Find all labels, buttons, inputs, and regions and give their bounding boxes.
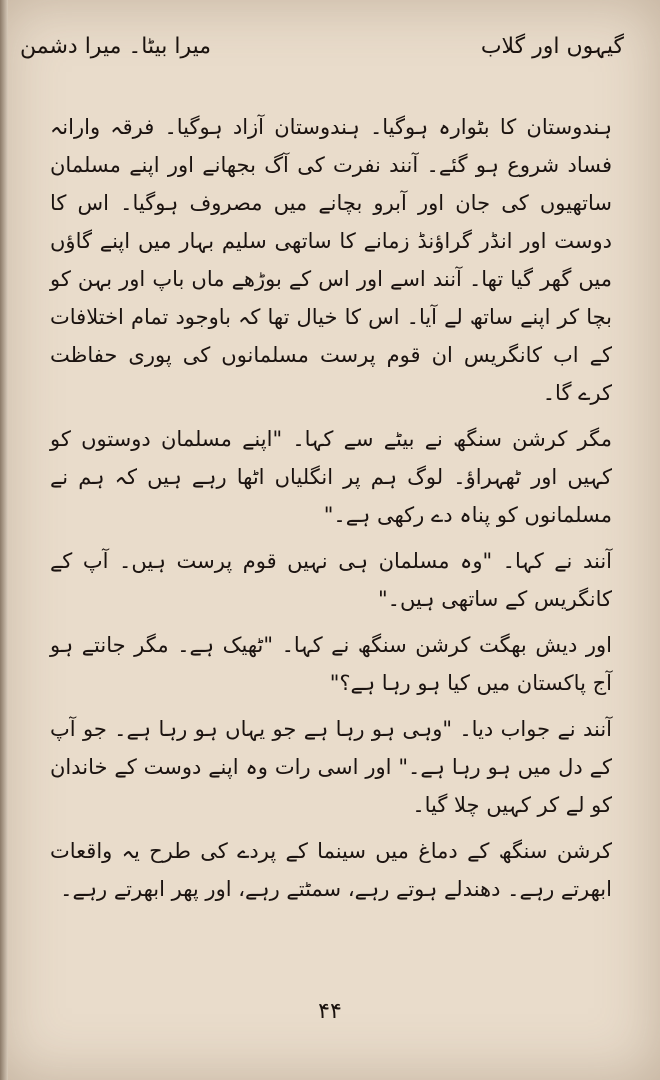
paragraph: مگر کرشن سنگھ نے بیٹے سے کہا۔ "اپنے مسلمان دوستوں کو کہیں اور ٹھہراؤ۔ لوگ ہم پر انگلیاں اٹھا رہے ہیں کہ ہم نے مسلمانوں کو پناہ دے رکھی ہے۔" (50, 427, 612, 527)
paragraph: آنند نے کہا۔ "وہ مسلمان ہی نہیں قوم پرست ہیں۔ آپ کے کانگریس کے ساتھی ہیں۔" (50, 549, 612, 611)
paragraph: آنند نے جواب دیا۔ "وہی ہو رہا ہے جو یہاں ہو رہا ہے۔ جو آپ کے دل میں ہو رہا ہے۔" اور اسی رات وہ اپنے دوست کے خاندان کو لے کر کہیں چلا گیا۔ (50, 717, 612, 817)
body-text (50, 108, 612, 1020)
page-number: ۴۴ (318, 999, 342, 1024)
chapter-title: میرا بیٹا۔ میرا دشمن (20, 34, 212, 59)
paragraph: ہندوستان کا بٹوارہ ہوگیا۔ ہندوستان آزاد ہوگیا۔ فرقہ وارانہ فساد شروع ہو گئے۔ آنند نفرت کی آگ بجھانے اور اپنے مسلمان ساتھیوں کی جان اور آبرو بچانے میں مصروف ہوگیا۔ اس کا دوست اور انڈر گراؤنڈ زمانے کا ساتھی سلیم بہار میں اپنے گاؤں میں گھر گیا تھا۔ آنند اسے اور اس کے بوڑھے ماں باپ اور بہن کو بچا کر اپنے ساتھ لے آیا۔ اس کا خیال تھا کہ باوجود تمام اختلافات کے اب کانگریس ان قوم پرست مسلمانوں کی پوری حفاظت کرے گا۔ (50, 115, 612, 405)
running-header (20, 34, 624, 74)
paragraph: اور دیش بھگت کرشن سنگھ نے کہا۔ "ٹھیک ہے۔ مگر جانتے ہو آج پاکستان میں کیا ہو رہا ہے؟" (50, 633, 612, 695)
paragraph: کرشن سنگھ کے دماغ میں سینما کے پردے کی طرح یہ واقعات ابھرتے رہے۔ دھندلے ہوتے رہے، سمٹتے رہے، اور پھر ابھرتے رہے۔ (50, 839, 612, 901)
book-title: گیہوں اور گلاب (480, 34, 624, 59)
page-spine-shadow (0, 0, 8, 1080)
